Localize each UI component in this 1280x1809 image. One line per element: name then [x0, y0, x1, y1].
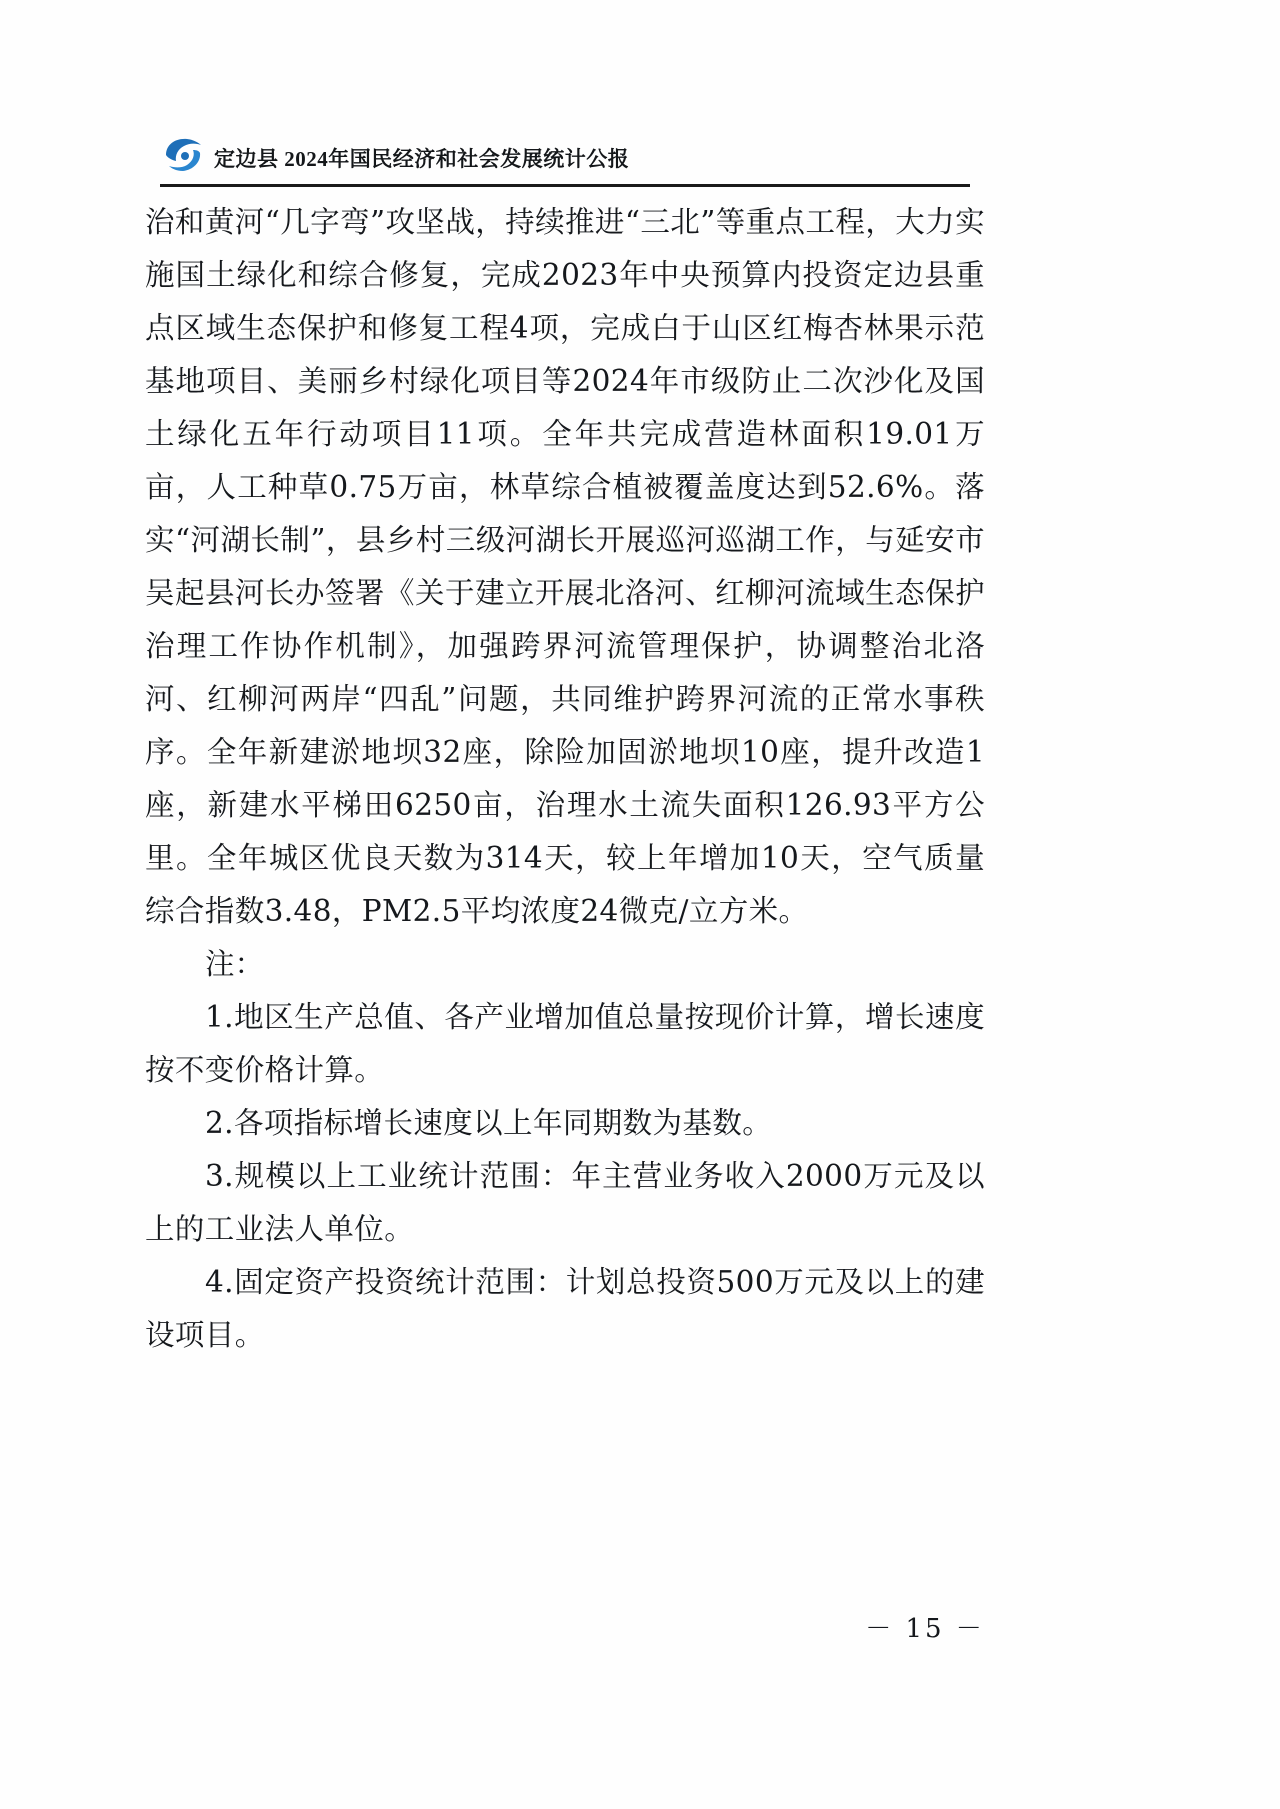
- swirl-logo-icon: [160, 135, 206, 177]
- note-item: 4.固定资产投资统计范围：计划总投资500万元及以上的建设项目。: [145, 1265, 985, 1352]
- note-item: 1.地区生产总值、各产业增加值总量按现价计算，增长速度按不变价格计算。: [145, 1000, 985, 1087]
- notes-label: 注：: [205, 947, 265, 981]
- note-item: 3.规模以上工业统计范围：年主营业务收入2000万元及以上的工业法人单位。: [145, 1159, 985, 1246]
- header-title: 定边县 2024年国民经济和社会发展统计公报: [214, 147, 630, 171]
- note-item: 2.各项指标增长速度以上年同期数为基数。: [205, 1106, 773, 1140]
- document-content: [145, 196, 985, 1362]
- page-footer: [0, 1608, 1280, 1645]
- body-paragraph: 治和黄河“几字弯”攻坚战，持续推进“三北”等重点工程，大力实施国土绿化和综合修复，完成2023年中央预算内投资定边县重点区域生态保护和修复工程4项，完成白于山区红梅杏林果示范基地项目、美丽乡村绿化项目等2024年市级防止二次沙化及国土绿化五年行动项目11项。全年共完成营造林面积19.01万亩，人工种草0.75万亩，林草综合植被覆盖度达到52.6%。落实“河湖长制”，县乡村三级河湖长开展巡河巡湖工作，与延安市吴起县河长办签署《关于建立开展北洛河、红柳河流域生态保护治理工作协作机制》，加强跨界河流管理保护，协调整治北洛河、红柳河两岸“四乱”问题，共同维护跨界河流的正常水事秩序。全年新建淤地坝32座，除险加固淤地坝10座，提升改造1座，新建水平梯田6250亩，治理水土流失面积126.93平方公里。全年城区优良天数为314天，较上年增加10天，空气质量综合指数3.48，PM2.5平均浓度24微克/立方米。: [145, 205, 985, 928]
- page-number: － 15 －: [865, 1614, 985, 1644]
- page-header: [160, 132, 970, 187]
